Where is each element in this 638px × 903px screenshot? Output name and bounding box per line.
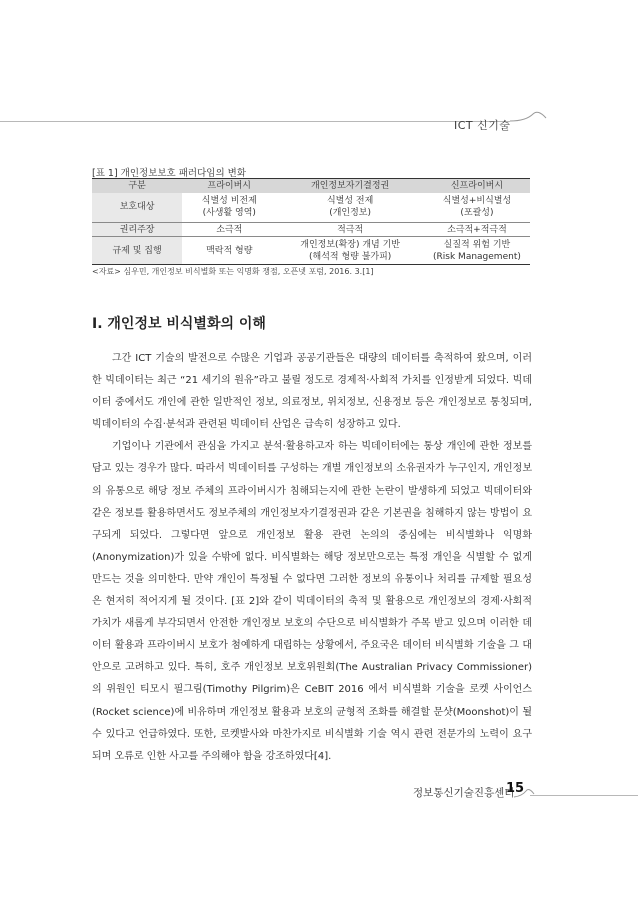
privacy-paradigm-table xyxy=(92,178,530,265)
section-heading-text: Ⅰ. 개인정보 비식별화의 이해 xyxy=(92,316,266,332)
column-header: 구분 xyxy=(92,179,182,193)
table-cell: 식별성 비전제 (사생활 영역) xyxy=(182,193,276,223)
table-cell: 식별성 전제 (개인정보) xyxy=(276,193,424,223)
table-caption: [표 1] 개인정보보호 패러다임의 변화 xyxy=(92,168,247,179)
section-heading xyxy=(92,313,266,333)
row-header: 규제 및 집행 xyxy=(92,237,182,265)
table-cell: 맥락적 형량 xyxy=(182,237,276,265)
table-cell: 식별성+비식별성 (포괄성) xyxy=(424,193,530,223)
table-cell: 개인정보(확장) 개념 기반 (해석적 형량 불가피) xyxy=(276,237,424,265)
table-cell: 소극적 xyxy=(182,223,276,237)
table-cell: 소극적+적극적 xyxy=(424,223,530,237)
row-header: 보호대상 xyxy=(92,193,182,223)
table-row xyxy=(92,223,530,237)
table-row xyxy=(92,237,530,265)
body-text xyxy=(92,348,532,768)
paragraph: 그간 ICT 기술의 발전으로 수많은 기업과 공공기관들은 대량의 데이터를 축적하여 왔으며, 이러한 빅데이터는 최근 “21 세기의 원유”라고 불릴 정도로 경제적·사회적 가치를 인정받게 되었다. 빅데이터 중에서도 개인에 관한 일반적인 정보, 의료정보, 위치정보, 신용정보 등은 개인정보로 통칭되며, 빅데이터의 수집·분석과 관련된 빅데이터 산업은 급속히 성장하고 있다. xyxy=(92,353,532,431)
page-number: 15 xyxy=(506,781,525,796)
row-header: 권리주장 xyxy=(92,223,182,237)
column-header: 신프라이버시 xyxy=(424,179,530,193)
table-cell: 적극적 xyxy=(276,223,424,237)
table-header-row xyxy=(92,179,530,193)
column-header: 프라이버시 xyxy=(182,179,276,193)
table-source-note: <자료> 심우민, 개인정보 비식별화 또는 익명화 쟁점, 오픈넷 포럼, 2016. 3.[1] xyxy=(92,267,374,276)
paragraph: 기업이나 기관에서 관심을 가지고 분석·활용하고자 하는 빅데이터에는 통상 개인에 관한 정보를 담고 있는 경우가 많다. 따라서 빅데이터를 구성하는 개별 개인정보의 소유권자가 누구인지, 개인정보의 유통으로 해당 정보 주체의 프라이버시가 침해되는지에 관한 논란이 발생하게 되었고 빅데이터와 같은 정보를 활용하면서도 정보주체의 개인정보자기결정권과 같은 기본권을 침해하지 않는 방법이 요구되게 되었다. 그렇다면 앞으로 개인정보 활용 관련 논의의 중심에는 비식별화나 익명화(Anonymization)가 있을 수밖에 없다. 비식별화는 해당 정보만으로는 특정 개인을 식별할 수 없게 만드는 것을 의미한다. 만약 개인이 특정될 수 없다면 그러한 정보의 유통이나 처리를 규제할 필요성은 현저히 적어지게 될 것이다. [표 2]와 같이 빅데이터의 축적 및 활용으로 개인정보의 경제·사회적 가치가 새롭게 부각되면서 안전한 개인정보 보호의 수단으로 비식별화가 주목 받고 있으며 이러한 데이터 활용과 프라이버시 보호가 첨예하게 대립하는 상황에서, 주요국은 데이터 비식별화 기술을 그 대안으로 고려하고 있다. 특히, 호주 개인정보 보호위원회(The Australian Privacy Commissioner)의 위원인 티모시 필그림(Timothy Pilgrim)은 CeBIT 2016 에서 비식별화 기술을 로켓 사이언스(Rocket science)에 비유하며 개인정보 활용과 보호의 균형적 조화를 해결할 문샷(Moonshot)이 될 수 있다고 언급하였다. 또한, 로켓발사와 마찬가지로 비식별화 기술 역시 관련 전문가의 노력이 요구되며 오류로 인한 사고를 주의해야 함을 강조하였다[4]. xyxy=(92,441,532,762)
footer-rule xyxy=(530,795,638,796)
running-header: ICT 신기술 xyxy=(454,119,511,132)
table-cell: 실질적 위험 기반 (Risk Management) xyxy=(424,237,530,265)
table-row xyxy=(92,193,530,223)
header-swoosh-decoration xyxy=(508,106,548,126)
footer-organization: 정보통신기술진흥센터 xyxy=(413,787,515,799)
column-header: 개인정보자기결정권 xyxy=(276,179,424,193)
header-rule xyxy=(0,121,510,122)
